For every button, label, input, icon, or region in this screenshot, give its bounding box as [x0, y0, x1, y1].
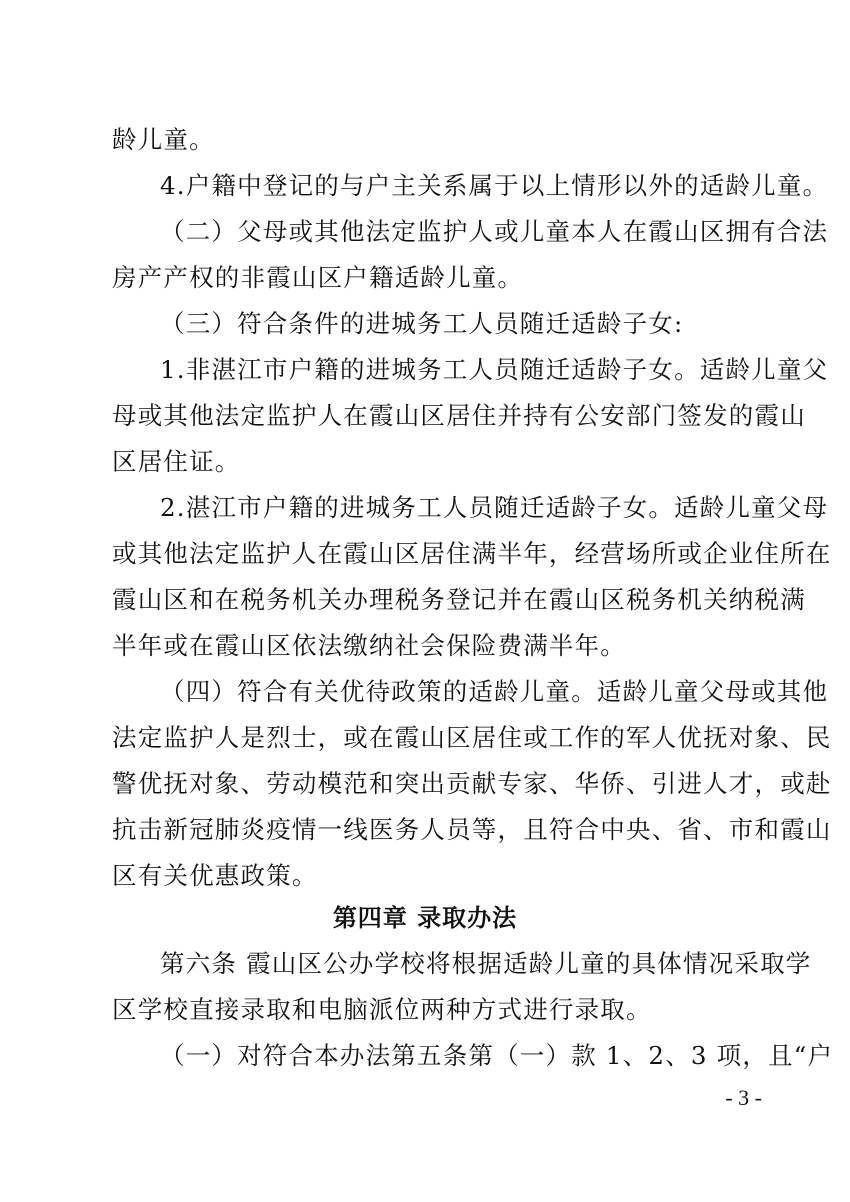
- text-line: （四）符合有关优待政策的适龄儿童。适龄儿童父母或其他: [160, 677, 829, 706]
- text-line: 警优抚对象、劳动模范和突出贡献专家、华侨、引进人才，或赴: [112, 769, 832, 798]
- text-line: 龄儿童。: [112, 125, 215, 154]
- text-line: （三）符合条件的进城务工人员随迁适龄子女:: [160, 309, 684, 338]
- text-line: 区有关优惠政策。: [112, 861, 318, 890]
- text-line: （一）对符合本办法第五条第（一）款 1、2、3 项，且“户: [160, 1041, 834, 1070]
- text-line: 或其他法定监护人在霞山区居住满半年，经营场所或企业住所在: [112, 539, 832, 568]
- text-line: 霞山区和在税务机关办理税务登记并在霞山区税务机关纳税满: [112, 585, 806, 614]
- text-line: 区学校直接录取和电脑派位两种方式进行录取。: [112, 995, 652, 1024]
- text-line: 母或其他法定监护人在霞山区居住并持有公安部门签发的霞山: [112, 401, 806, 430]
- text-line: 4.户籍中登记的与户主关系属于以上情形以外的适龄儿童。: [160, 171, 829, 200]
- text-line: 半年或在霞山区依法缴纳社会保险费满半年。: [112, 631, 626, 660]
- text-line: 房产产权的非霞山区户籍适龄儿童。: [112, 263, 524, 292]
- text-line: （二）父母或其他法定监护人或儿童本人在霞山区拥有合法: [160, 217, 829, 246]
- text-line: 第六条 霞山区公办学校将根据适龄儿童的具体情况采取学: [160, 949, 812, 978]
- text-line: 区居住证。: [112, 447, 241, 476]
- text-line: 1.非湛江市户籍的进城务工人员随迁适龄子女。适龄儿童父: [160, 355, 829, 384]
- chapter-heading: 第四章 录取办法: [332, 904, 518, 932]
- text-line: 法定监护人是烈士，或在霞山区居住或工作的军人优抚对象、民: [112, 723, 832, 752]
- page-number: - 3 -: [725, 1085, 762, 1110]
- text-line: 2.湛江市户籍的进城务工人员随迁适龄子女。适龄儿童父母: [160, 493, 829, 522]
- text-line: 抗击新冠肺炎疫情一线医务人员等，且符合中央、省、市和霞山: [112, 815, 832, 844]
